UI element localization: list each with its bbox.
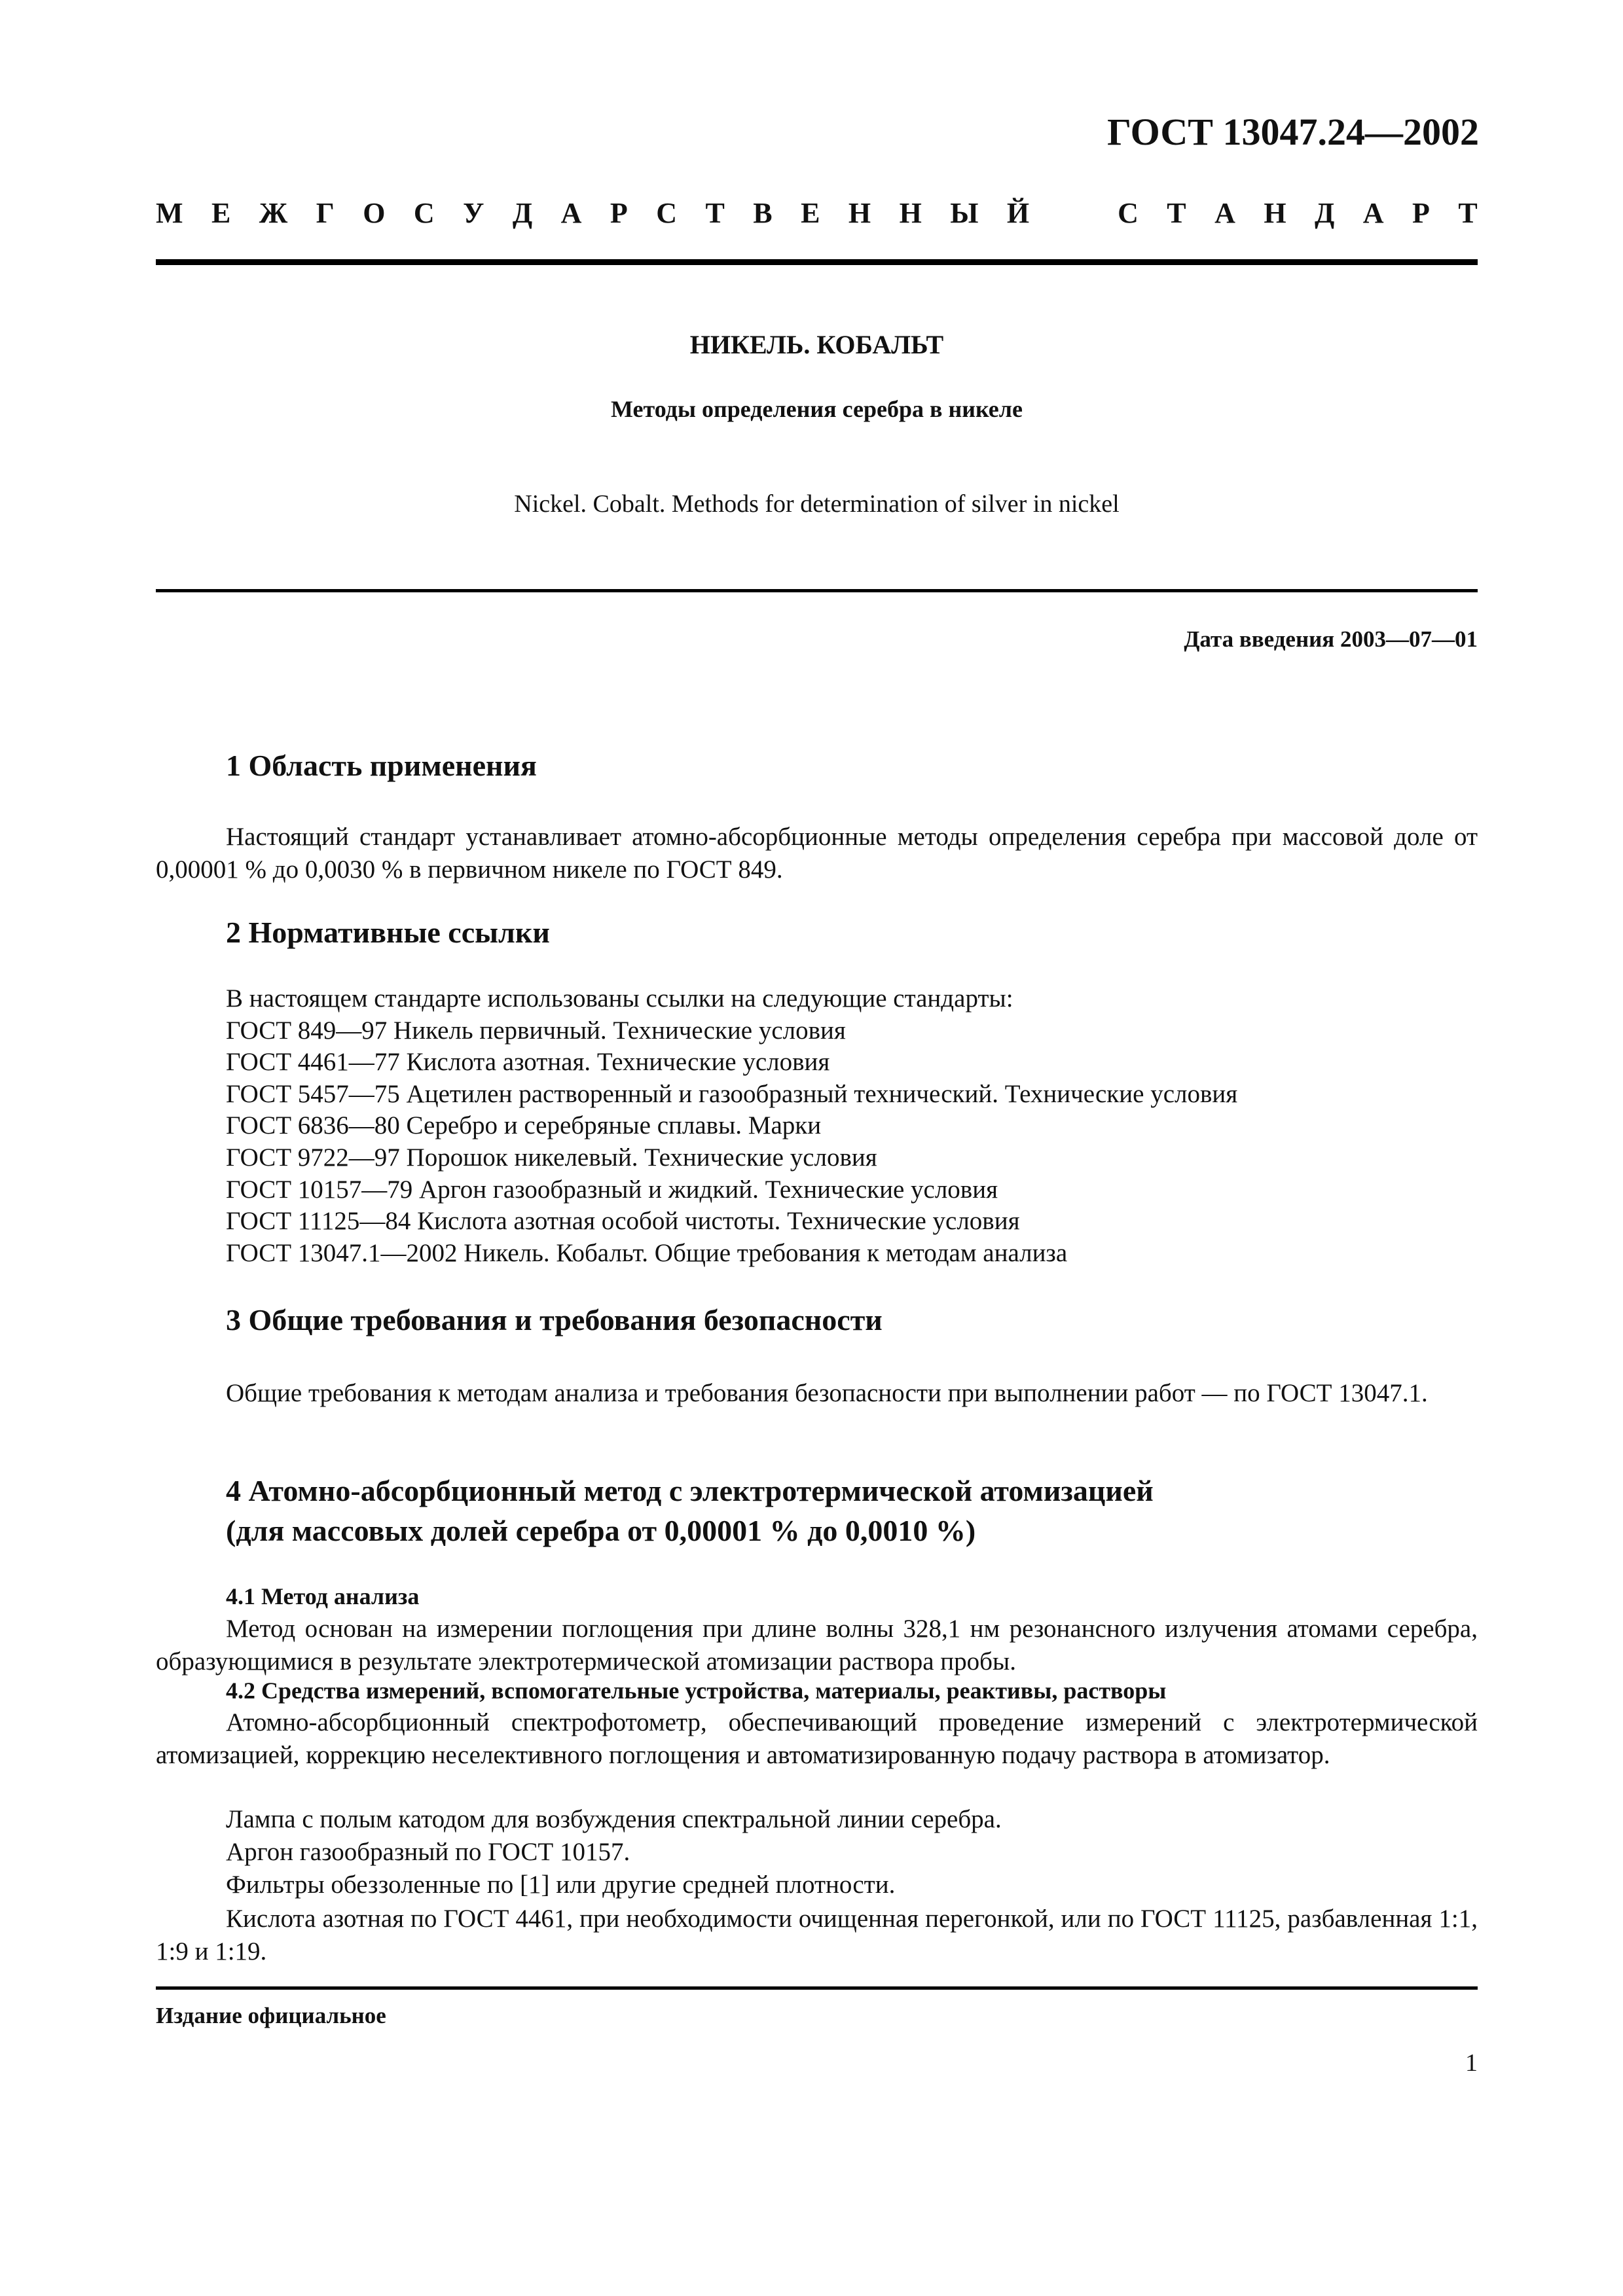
banner-letter: А	[1362, 197, 1384, 229]
interstate-standard-banner	[156, 196, 1478, 230]
subsection-4-1-heading: 4.1 Метод анализа	[226, 1583, 420, 1609]
banner-letter: М	[156, 197, 183, 229]
reference-item: ГОСТ 11125—84 Кислота азотная особой чистоты. Технические условия	[226, 1207, 1020, 1236]
banner-letter: Н	[848, 197, 871, 229]
section-4-heading	[226, 1471, 1470, 1551]
banner-letter: С	[656, 197, 677, 229]
banner-letter: В	[753, 197, 773, 229]
section-4-heading-line-2: (для массовых долей серебра от 0,00001 % до 0,0010 %)	[226, 1513, 976, 1547]
document-subtitle: Методы определения серебра в никеле	[611, 396, 1023, 422]
banner-letter: Д	[1315, 197, 1335, 229]
reference-item: ГОСТ 9722—97 Порошок никелевый. Технические условия	[226, 1143, 877, 1172]
banner-letter: С	[1118, 197, 1139, 229]
banner-letter: А	[560, 197, 582, 229]
banner-letter: Т	[1458, 197, 1478, 229]
subsection-4-2-paragraph: Лампа с полым катодом для возбуждения спектральной линии серебра.	[226, 1805, 1002, 1833]
header-rule	[156, 259, 1478, 265]
banner-letter: Д	[512, 197, 533, 229]
title-rule	[156, 589, 1478, 592]
banner-letter: Т	[1167, 197, 1186, 229]
footer-rule	[156, 1986, 1478, 1990]
reference-item: ГОСТ 4461—77 Кислота азотная. Технические условия	[226, 1048, 830, 1077]
official-edition-label: Издание официальное	[156, 2003, 386, 2028]
banner-letter: О	[363, 197, 386, 229]
section-1-text: Настоящий стандарт устанавливает атомно-абсорбционные методы определения серебра при массовой доле от 0,00001 % до 0,0030 % в первичном никеле по ГОСТ 849.	[156, 823, 1478, 884]
banner-letter: Г	[316, 197, 335, 229]
reference-item: ГОСТ 5457—75 Ацетилен растворенный и газообразный технический. Технические условия	[226, 1079, 1238, 1108]
gost-number: ГОСТ 13047.24—2002	[1107, 111, 1479, 153]
banner-letter: Р	[1412, 197, 1430, 229]
banner-letter: Е	[801, 197, 820, 229]
section-1-heading: 1 Область применения	[226, 749, 537, 782]
references-intro: В настоящем стандарте использованы ссылки на следующие стандарты:	[226, 984, 1013, 1013]
section-4-heading-line-1: 4 Атомно-абсорбционный метод с электротермической атомизацией	[226, 1474, 1154, 1507]
banner-letter: Н	[899, 197, 922, 229]
document-title-english: Nickel. Cobalt. Methods for determination of silver in nickel	[514, 490, 1120, 518]
reference-item: ГОСТ 13047.1—2002 Никель. Кобальт. Общие требования к методам анализа	[226, 1238, 1068, 1267]
subsection-4-2-paragraph: Атомно-абсорбционный спектрофотометр, обеспечивающий проведение измерений с электротермической атомизацией, коррекцию неселективного поглощения и автоматизированную подачу раствора в атомизатор.	[156, 1708, 1478, 1769]
introduction-date: Дата введения 2003—07—01	[1184, 626, 1478, 652]
banner-letter: Ж	[259, 197, 288, 229]
section-2-heading: 2 Нормативные ссылки	[226, 916, 550, 949]
banner-letter: Е	[211, 197, 231, 229]
banner-letter: У	[463, 197, 484, 229]
banner-letter: Н	[1264, 197, 1286, 229]
section-3-heading: 3 Общие требования и требования безопасности	[226, 1303, 883, 1336]
normative-references-list	[226, 983, 1237, 1269]
banner-letter: А	[1214, 197, 1235, 229]
page-number: 1	[1465, 2049, 1478, 2077]
banner-letter: Т	[705, 197, 725, 229]
subsection-4-2-paragraph: Аргон газообразный по ГОСТ 10157.	[226, 1838, 630, 1866]
reference-item: ГОСТ 10157—79 Аргон газообразный и жидкий. Технические условия	[226, 1175, 998, 1204]
banner-letter: Р	[610, 197, 628, 229]
reference-item: ГОСТ 6836—80 Серебро и серебряные сплавы. Марки	[226, 1111, 822, 1140]
banner-letter: Й	[1006, 197, 1030, 229]
reference-item: ГОСТ 849—97 Никель первичный. Технические условия	[226, 1016, 846, 1045]
section-3-text: Общие требования к методам анализа и требования безопасности при выполнении работ — по ГОСТ 13047.1.	[226, 1379, 1428, 1407]
subsection-4-2-paragraph: Фильтры обеззоленные по [1] или другие средней плотности.	[226, 1871, 896, 1899]
document-title: НИКЕЛЬ. КОБАЛЬТ	[689, 330, 944, 359]
banner-letter: С	[413, 197, 435, 229]
subsection-4-1-text: Метод основан на измерении поглощения при длине волны 328,1 нм резонансного излучения атомами серебра, образующимися в результате электротермической атомизации раствора пробы.	[156, 1615, 1478, 1676]
banner-word-gap	[1058, 196, 1089, 230]
subsection-4-2-heading: 4.2 Средства измерений, вспомогательные устройства, материалы, реактивы, растворы	[226, 1677, 1167, 1704]
subsection-4-2-paragraph: Кислота азотная по ГОСТ 4461, при необходимости очищенная перегонкой, или по ГОСТ 11125, разбавленная 1:1, 1:9 и 1:19.	[156, 1905, 1478, 1965]
banner-letter: Ы	[950, 197, 979, 229]
